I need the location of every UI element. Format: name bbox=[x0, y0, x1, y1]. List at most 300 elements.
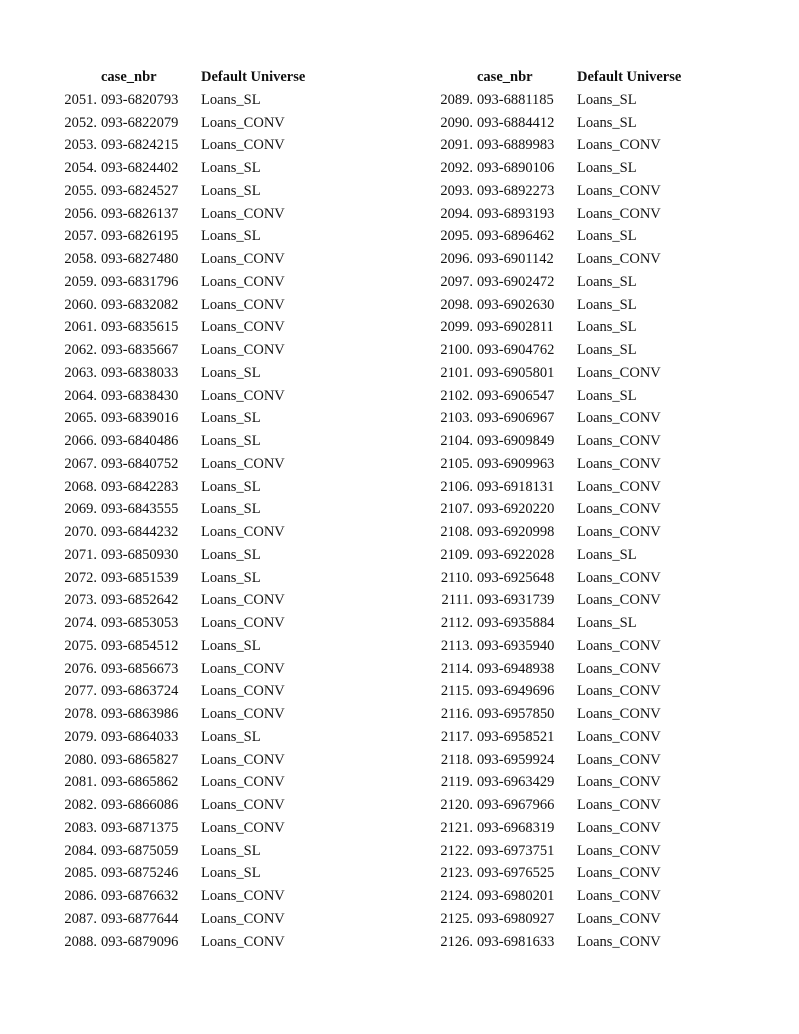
table-row bbox=[44, 771, 341, 794]
table-row bbox=[420, 658, 717, 681]
case-nbr-cell: 093-6824527 bbox=[101, 182, 179, 199]
case-nbr-cell: 093-6824402 bbox=[101, 160, 179, 176]
table-row bbox=[44, 385, 341, 408]
case-nbr-cell: 093-6863986 bbox=[101, 706, 179, 722]
row-number: 2076. bbox=[64, 660, 97, 677]
default-universe-cell: Loans_CONV bbox=[201, 910, 285, 927]
row-number: 2099. bbox=[440, 319, 473, 336]
case-nbr-cell: 093-6905801 bbox=[477, 364, 555, 381]
table-row bbox=[420, 89, 717, 112]
default-universe-cell: Loans_CONV bbox=[577, 501, 661, 518]
row-number: 2091. bbox=[440, 137, 473, 154]
case-nbr-cell: 093-6826137 bbox=[101, 205, 179, 222]
row-number: 2081. bbox=[64, 774, 97, 791]
default-universe-cell: Loans_SL bbox=[201, 546, 261, 563]
table-row bbox=[44, 703, 341, 726]
table-row bbox=[420, 771, 717, 794]
table-row bbox=[420, 453, 717, 476]
case-nbr-cell: 093-6901142 bbox=[477, 251, 554, 267]
table-row bbox=[420, 862, 717, 885]
table-row bbox=[420, 225, 717, 248]
default-universe-cell: Loans_CONV bbox=[577, 637, 661, 654]
table-row bbox=[44, 726, 341, 749]
table-row bbox=[44, 567, 341, 590]
table-row bbox=[420, 680, 717, 703]
default-universe-cell: Loans_CONV bbox=[577, 865, 661, 882]
case-nbr-cell: 093-6853053 bbox=[101, 615, 179, 631]
table-row bbox=[420, 840, 717, 863]
table-row bbox=[44, 453, 341, 476]
table-row bbox=[420, 294, 717, 317]
case-nbr-cell: 093-6842283 bbox=[101, 478, 179, 495]
case-nbr-cell: 093-6877644 bbox=[101, 910, 179, 927]
row-number: 2100. bbox=[440, 342, 473, 358]
row-number: 2111. bbox=[441, 592, 473, 609]
row-number: 2104. bbox=[440, 433, 473, 449]
case-nbr-cell: 093-6963429 bbox=[477, 774, 555, 791]
default-universe-cell: Loans_SL bbox=[201, 842, 261, 859]
table-row bbox=[420, 544, 717, 567]
case-nbr-cell: 093-6920220 bbox=[477, 501, 555, 518]
case-nbr-cell: 093-6884412 bbox=[477, 114, 555, 131]
default-universe-cell: Loans_CONV bbox=[577, 137, 661, 154]
row-number: 2115. bbox=[440, 683, 473, 700]
case-nbr-cell: 093-6839016 bbox=[101, 410, 179, 427]
default-universe-cell: Loans_CONV bbox=[201, 251, 285, 267]
case-nbr-cell: 093-6909963 bbox=[477, 455, 555, 472]
row-number: 2109. bbox=[440, 546, 473, 563]
row-number: 2125. bbox=[440, 910, 473, 927]
default-universe-cell: Loans_CONV bbox=[577, 455, 661, 472]
default-universe-cell: Loans_SL bbox=[577, 273, 637, 290]
default-universe-cell: Loans_SL bbox=[201, 501, 261, 518]
case-nbr-cell: 093-6890106 bbox=[477, 160, 555, 176]
default-universe-cell: Loans_CONV bbox=[577, 569, 661, 586]
default-universe-cell: Loans_CONV bbox=[201, 319, 285, 336]
default-universe-cell: Loans_CONV bbox=[577, 205, 661, 222]
case-nbr-cell: 093-6875246 bbox=[101, 865, 179, 882]
case-nbr-cell: 093-6981633 bbox=[477, 933, 555, 950]
row-number: 2094. bbox=[440, 205, 473, 222]
row-number: 2061. bbox=[64, 319, 97, 336]
left-column bbox=[44, 66, 341, 953]
table-row bbox=[420, 794, 717, 817]
row-number: 2062. bbox=[64, 342, 97, 358]
row-number: 2124. bbox=[440, 888, 473, 904]
table-row bbox=[44, 362, 341, 385]
case-nbr-cell: 093-6856673 bbox=[101, 660, 179, 677]
table-row bbox=[420, 498, 717, 521]
table-row bbox=[44, 294, 341, 317]
case-nbr-cell: 093-6826195 bbox=[101, 228, 179, 245]
row-number: 2075. bbox=[64, 637, 97, 654]
table-row bbox=[420, 271, 717, 294]
row-number: 2053. bbox=[64, 137, 97, 154]
row-number: 2126. bbox=[440, 933, 473, 950]
row-number: 2089. bbox=[440, 91, 473, 108]
default-universe-cell: Loans_CONV bbox=[201, 933, 285, 950]
default-universe-cell: Loans_CONV bbox=[577, 910, 661, 927]
table-row bbox=[420, 817, 717, 840]
table-row bbox=[44, 658, 341, 681]
row-number: 2074. bbox=[64, 615, 97, 631]
default-universe-cell: Loans_SL bbox=[201, 160, 261, 176]
table-row bbox=[44, 589, 341, 612]
table-row bbox=[44, 931, 341, 954]
table-row bbox=[44, 885, 341, 908]
row-number-header bbox=[44, 66, 101, 89]
default-universe-cell: Loans_CONV bbox=[577, 933, 661, 950]
default-universe-cell: Loans_CONV bbox=[201, 683, 285, 700]
table-row bbox=[420, 726, 717, 749]
default-universe-cell: Loans_CONV bbox=[577, 706, 661, 722]
default-universe-cell: Loans_CONV bbox=[201, 615, 285, 631]
case-nbr-cell: 093-6866086 bbox=[101, 797, 179, 813]
row-number: 2110. bbox=[440, 569, 473, 586]
row-number: 2086. bbox=[64, 888, 97, 904]
row-number: 2114. bbox=[440, 660, 473, 677]
default-universe-cell: Loans_CONV bbox=[577, 819, 661, 836]
case-nbr-cell: 093-6931739 bbox=[477, 592, 555, 609]
row-number: 2088. bbox=[64, 933, 97, 950]
row-number: 2121. bbox=[440, 819, 473, 836]
case-nbr-cell: 093-6889983 bbox=[477, 137, 555, 154]
case-nbr-cell: 093-6968319 bbox=[477, 819, 555, 836]
table-row bbox=[420, 931, 717, 954]
default-universe-cell: Loans_SL bbox=[577, 615, 637, 631]
table-row bbox=[420, 567, 717, 590]
table-row bbox=[420, 385, 717, 408]
row-number: 2113. bbox=[440, 637, 473, 654]
case-nbr-cell: 093-6843555 bbox=[101, 501, 179, 518]
case-nbr-cell: 093-6865827 bbox=[101, 751, 179, 768]
table-row bbox=[44, 544, 341, 567]
table-row bbox=[420, 749, 717, 772]
default-universe-cell: Loans_CONV bbox=[201, 819, 285, 836]
row-number: 2122. bbox=[440, 842, 473, 859]
table-row bbox=[44, 112, 341, 135]
table-row bbox=[420, 908, 717, 931]
case-nbr-cell: 093-6875059 bbox=[101, 842, 179, 859]
case-nbr-cell: 093-6893193 bbox=[477, 205, 555, 222]
case-nbr-cell: 093-6922028 bbox=[477, 546, 555, 563]
case-nbr-cell: 093-6967966 bbox=[477, 797, 555, 813]
table-row bbox=[44, 908, 341, 931]
row-number: 2080. bbox=[64, 751, 97, 768]
default-universe-cell: Loans_SL bbox=[201, 182, 261, 199]
row-number: 2066. bbox=[64, 433, 97, 449]
table-row bbox=[44, 89, 341, 112]
table-row bbox=[44, 339, 341, 362]
table-row bbox=[420, 703, 717, 726]
row-number: 2101. bbox=[440, 364, 473, 381]
case-nbr-cell: 093-6935940 bbox=[477, 637, 555, 654]
case-nbr-cell: 093-6854512 bbox=[101, 637, 179, 654]
default-universe-cell: Loans_CONV bbox=[201, 592, 285, 609]
row-number: 2072. bbox=[64, 569, 97, 586]
default-universe-cell: Loans_SL bbox=[577, 319, 637, 336]
default-universe-cell: Loans_CONV bbox=[201, 751, 285, 768]
default-universe-cell: Loans_CONV bbox=[577, 660, 661, 677]
row-number: 2067. bbox=[64, 455, 97, 472]
default-universe-cell: Loans_SL bbox=[201, 637, 261, 654]
table-row bbox=[44, 817, 341, 840]
default-universe-cell: Loans_CONV bbox=[577, 433, 661, 449]
row-number: 2097. bbox=[440, 273, 473, 290]
row-number: 2096. bbox=[440, 251, 473, 267]
row-number: 2068. bbox=[64, 478, 97, 495]
case-nbr-cell: 093-6909849 bbox=[477, 433, 555, 449]
default-universe-cell: Loans_CONV bbox=[577, 410, 661, 427]
case-nbr-cell: 093-6827480 bbox=[101, 251, 179, 267]
row-number: 2103. bbox=[440, 410, 473, 427]
row-number: 2087. bbox=[64, 910, 97, 927]
case-nbr-cell: 093-6957850 bbox=[477, 706, 555, 722]
default-universe-cell: Loans_CONV bbox=[577, 364, 661, 381]
case-nbr-cell: 093-6892273 bbox=[477, 182, 555, 199]
default-universe-cell: Loans_SL bbox=[201, 228, 261, 245]
table-row bbox=[420, 316, 717, 339]
default-universe-cell: Loans_CONV bbox=[577, 524, 661, 540]
row-number: 2123. bbox=[440, 865, 473, 882]
table-row bbox=[44, 521, 341, 544]
case-nbr-cell: 093-6948938 bbox=[477, 660, 555, 677]
default-universe-header: Default Universe bbox=[577, 69, 682, 85]
default-universe-cell: Loans_CONV bbox=[577, 728, 661, 745]
row-number: 2085. bbox=[64, 865, 97, 882]
table-row bbox=[420, 134, 717, 157]
table-row bbox=[44, 840, 341, 863]
row-number: 2084. bbox=[64, 842, 97, 859]
default-universe-cell: Loans_CONV bbox=[577, 842, 661, 859]
table-row bbox=[44, 134, 341, 157]
table-row bbox=[44, 157, 341, 180]
case-nbr-cell: 093-6835615 bbox=[101, 319, 179, 336]
table-row bbox=[420, 112, 717, 135]
row-number: 2106. bbox=[440, 478, 473, 495]
row-number: 2108. bbox=[440, 524, 473, 540]
default-universe-cell: Loans_CONV bbox=[577, 797, 661, 813]
table-row bbox=[44, 271, 341, 294]
table-body bbox=[420, 89, 717, 954]
case-nbr-header: case_nbr bbox=[101, 69, 157, 85]
row-number: 2057. bbox=[64, 228, 97, 245]
row-number: 2069. bbox=[64, 501, 97, 518]
case-nbr-cell: 093-6904762 bbox=[477, 342, 555, 358]
row-number: 2055. bbox=[64, 182, 97, 199]
case-nbr-header: case_nbr bbox=[477, 69, 533, 85]
default-universe-cell: Loans_CONV bbox=[201, 888, 285, 904]
default-universe-cell: Loans_CONV bbox=[201, 114, 285, 131]
row-number: 2079. bbox=[64, 728, 97, 745]
table-row bbox=[44, 635, 341, 658]
row-number: 2092. bbox=[440, 160, 473, 176]
table-row bbox=[44, 794, 341, 817]
table-row bbox=[420, 612, 717, 635]
default-universe-cell: Loans_CONV bbox=[201, 296, 285, 313]
default-universe-cell: Loans_CONV bbox=[201, 205, 285, 222]
row-number: 2073. bbox=[64, 592, 97, 609]
row-number: 2078. bbox=[64, 706, 97, 722]
row-number: 2120. bbox=[440, 797, 473, 813]
case-nbr-cell: 093-6835667 bbox=[101, 342, 179, 358]
default-universe-cell: Loans_SL bbox=[577, 160, 637, 176]
case-nbr-cell: 093-6980927 bbox=[477, 910, 555, 927]
right-column bbox=[420, 66, 717, 953]
table-row bbox=[44, 862, 341, 885]
case-nbr-cell: 093-6902630 bbox=[477, 296, 555, 313]
row-number-header bbox=[420, 66, 477, 89]
row-number: 2093. bbox=[440, 182, 473, 199]
case-nbr-cell: 093-6850930 bbox=[101, 546, 179, 563]
default-universe-cell: Loans_CONV bbox=[201, 137, 285, 154]
table-row bbox=[44, 225, 341, 248]
table-row bbox=[420, 407, 717, 430]
row-number: 2095. bbox=[440, 228, 473, 245]
table-row bbox=[44, 316, 341, 339]
default-universe-cell: Loans_CONV bbox=[201, 774, 285, 791]
row-number: 2059. bbox=[64, 273, 97, 290]
table-row bbox=[420, 521, 717, 544]
case-nbr-cell: 093-6871375 bbox=[101, 819, 179, 836]
row-number: 2051. bbox=[64, 91, 97, 108]
row-number: 2083. bbox=[64, 819, 97, 836]
case-nbr-cell: 093-6876632 bbox=[101, 888, 179, 904]
table-row bbox=[44, 680, 341, 703]
default-universe-header: Default Universe bbox=[201, 69, 306, 85]
case-nbr-cell: 093-6820793 bbox=[101, 91, 179, 108]
row-number: 2054. bbox=[64, 160, 97, 176]
default-universe-cell: Loans_CONV bbox=[577, 592, 661, 609]
case-nbr-cell: 093-6864033 bbox=[101, 728, 179, 745]
row-number: 2060. bbox=[64, 296, 97, 313]
case-nbr-cell: 093-6906547 bbox=[477, 387, 555, 404]
default-universe-cell: Loans_CONV bbox=[201, 387, 285, 404]
default-universe-cell: Loans_SL bbox=[577, 342, 637, 358]
table-body bbox=[44, 89, 341, 954]
table-row bbox=[420, 362, 717, 385]
case-nbr-cell: 093-6865862 bbox=[101, 774, 179, 791]
default-universe-cell: Loans_SL bbox=[577, 546, 637, 563]
case-nbr-cell: 093-6896462 bbox=[477, 228, 555, 245]
row-number: 2090. bbox=[440, 114, 473, 131]
case-nbr-cell: 093-6838430 bbox=[101, 387, 179, 404]
table-row bbox=[420, 248, 717, 271]
case-nbr-cell: 093-6831796 bbox=[101, 273, 179, 290]
row-number: 2056. bbox=[64, 205, 97, 222]
default-universe-cell: Loans_SL bbox=[577, 91, 637, 108]
row-number: 2119. bbox=[440, 774, 473, 791]
table-row bbox=[44, 180, 341, 203]
table-row bbox=[420, 180, 717, 203]
case-nbr-cell: 093-6949696 bbox=[477, 683, 555, 700]
row-number: 2107. bbox=[440, 501, 473, 518]
case-nbr-cell: 093-6973751 bbox=[477, 842, 555, 859]
row-number: 2098. bbox=[440, 296, 473, 313]
row-number: 2082. bbox=[64, 797, 97, 813]
row-number: 2070. bbox=[64, 524, 97, 540]
case-table-left bbox=[44, 66, 341, 953]
default-universe-cell: Loans_CONV bbox=[577, 751, 661, 768]
row-number: 2065. bbox=[64, 410, 97, 427]
default-universe-cell: Loans_SL bbox=[201, 91, 261, 108]
default-universe-cell: Loans_SL bbox=[577, 228, 637, 245]
case-nbr-cell: 093-6902472 bbox=[477, 273, 555, 290]
row-number: 2102. bbox=[440, 387, 473, 404]
default-universe-cell: Loans_CONV bbox=[201, 273, 285, 290]
case-nbr-cell: 093-6980201 bbox=[477, 888, 555, 904]
default-universe-cell: Loans_CONV bbox=[577, 774, 661, 791]
default-universe-cell: Loans_CONV bbox=[577, 182, 661, 199]
default-universe-cell: Loans_SL bbox=[201, 433, 261, 449]
default-universe-cell: Loans_CONV bbox=[201, 797, 285, 813]
table-row bbox=[420, 203, 717, 226]
case-nbr-cell: 093-6844232 bbox=[101, 524, 179, 540]
row-number: 2117. bbox=[440, 728, 473, 745]
default-universe-cell: Loans_SL bbox=[201, 728, 261, 745]
table-row bbox=[44, 430, 341, 453]
row-number: 2058. bbox=[64, 251, 97, 267]
case-nbr-cell: 093-6838033 bbox=[101, 364, 179, 381]
row-number: 2118. bbox=[440, 751, 473, 768]
case-nbr-cell: 093-6918131 bbox=[477, 478, 555, 495]
table-row bbox=[44, 749, 341, 772]
header-row bbox=[44, 66, 341, 89]
case-nbr-cell: 093-6906967 bbox=[477, 410, 555, 427]
table-row bbox=[44, 203, 341, 226]
row-number: 2105. bbox=[440, 455, 473, 472]
case-nbr-cell: 093-6840486 bbox=[101, 433, 179, 449]
default-universe-cell: Loans_CONV bbox=[577, 683, 661, 700]
row-number: 2071. bbox=[64, 546, 97, 563]
row-number: 2064. bbox=[64, 387, 97, 404]
case-nbr-cell: 093-6881185 bbox=[477, 91, 554, 108]
table-row bbox=[420, 430, 717, 453]
table-row bbox=[44, 476, 341, 499]
case-nbr-cell: 093-6851539 bbox=[101, 569, 179, 586]
case-nbr-cell: 093-6976525 bbox=[477, 865, 555, 882]
case-nbr-cell: 093-6863724 bbox=[101, 683, 179, 700]
table-row bbox=[44, 498, 341, 521]
case-nbr-cell: 093-6920998 bbox=[477, 524, 555, 540]
header-row bbox=[420, 66, 717, 89]
default-universe-cell: Loans_SL bbox=[577, 387, 637, 404]
table-row bbox=[44, 248, 341, 271]
case-nbr-cell: 093-6840752 bbox=[101, 455, 179, 472]
default-universe-cell: Loans_CONV bbox=[201, 706, 285, 722]
table-row bbox=[420, 589, 717, 612]
default-universe-cell: Loans_CONV bbox=[201, 342, 285, 358]
case-nbr-cell: 093-6832082 bbox=[101, 296, 179, 313]
case-nbr-cell: 093-6959924 bbox=[477, 751, 555, 768]
row-number: 2116. bbox=[440, 706, 473, 722]
row-number: 2112. bbox=[440, 615, 473, 631]
default-universe-cell: Loans_SL bbox=[201, 478, 261, 495]
default-universe-cell: Loans_SL bbox=[201, 865, 261, 882]
row-number: 2063. bbox=[64, 364, 97, 381]
default-universe-cell: Loans_CONV bbox=[577, 888, 661, 904]
table-row bbox=[420, 157, 717, 180]
table-row bbox=[44, 407, 341, 430]
default-universe-cell: Loans_SL bbox=[201, 569, 261, 586]
default-universe-cell: Loans_CONV bbox=[577, 251, 661, 267]
table-row bbox=[420, 635, 717, 658]
default-universe-cell: Loans_SL bbox=[201, 364, 261, 381]
row-number: 2052. bbox=[64, 114, 97, 131]
case-nbr-cell: 093-6958521 bbox=[477, 728, 555, 745]
default-universe-cell: Loans_CONV bbox=[201, 660, 285, 677]
case-table-right bbox=[420, 66, 717, 953]
